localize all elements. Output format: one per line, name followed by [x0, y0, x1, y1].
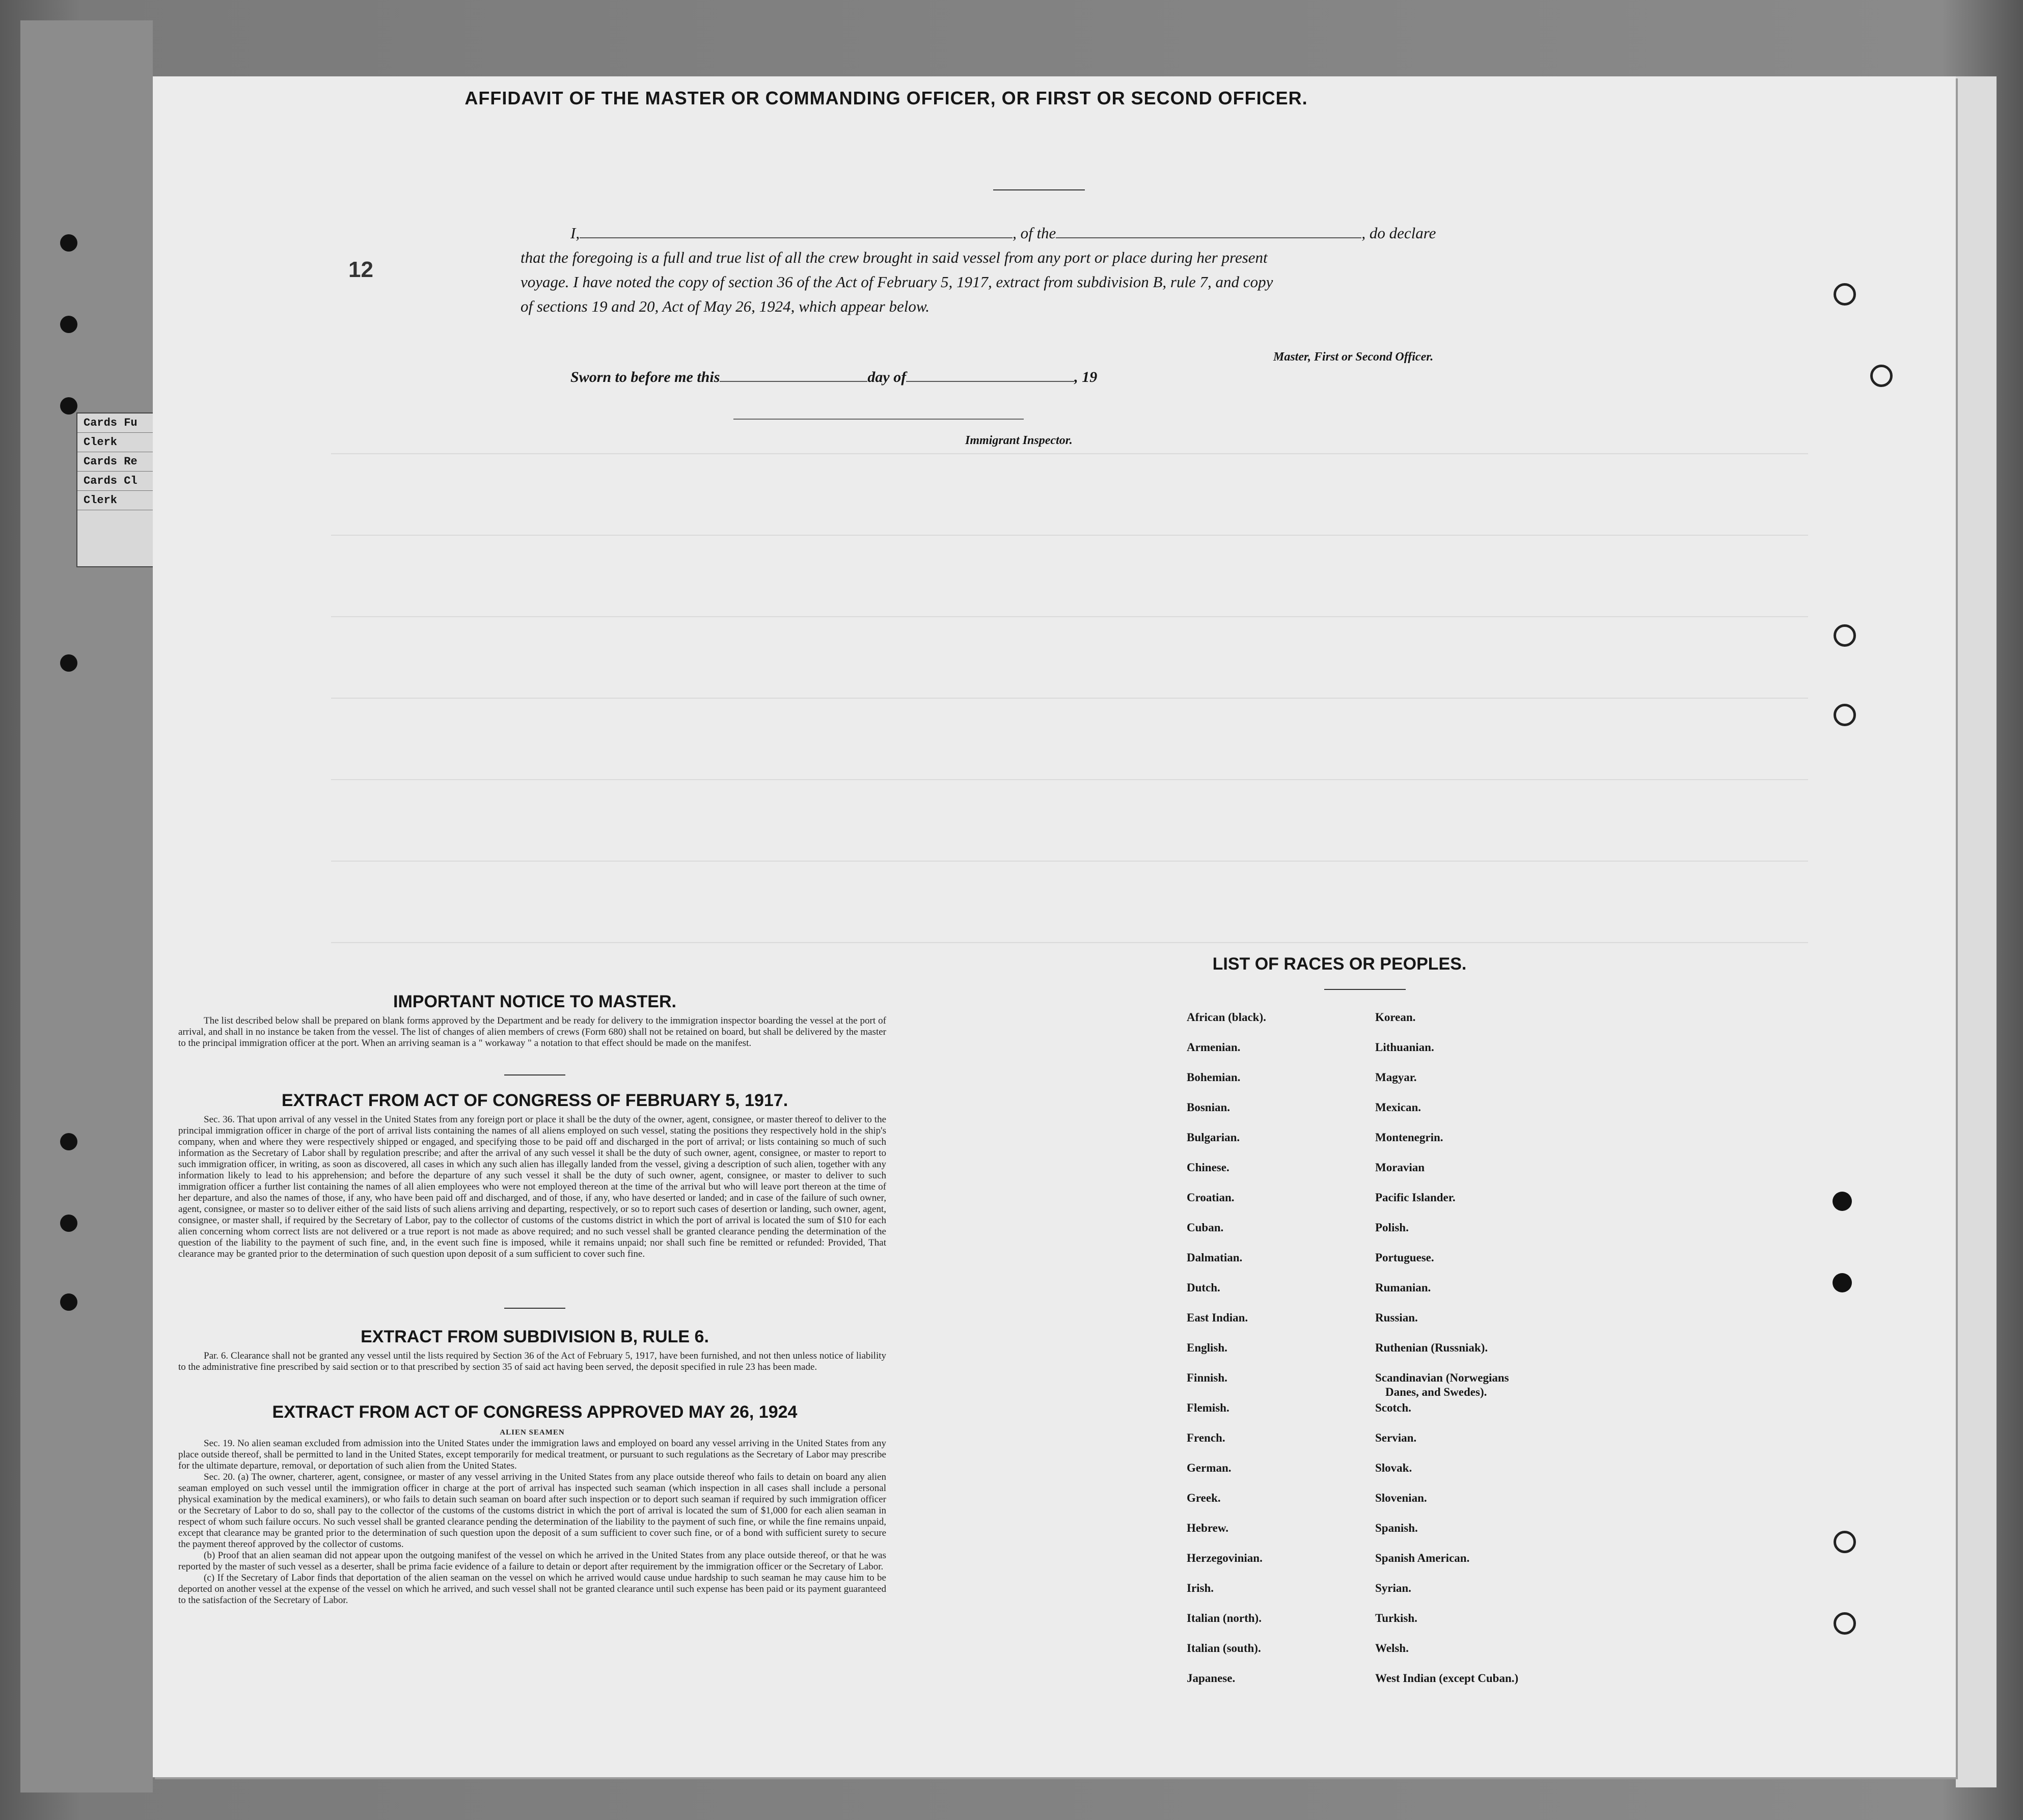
binder-hole [60, 397, 77, 415]
stamp-line: Cards Cl [77, 472, 164, 491]
stamp-line: Cards Fu [77, 413, 164, 433]
binder-ring [1834, 704, 1856, 726]
race-item: Armenian. [1187, 1041, 1241, 1054]
race-item: Slovenian. [1375, 1492, 1427, 1504]
month-blank [906, 381, 1074, 382]
divider [1324, 989, 1406, 990]
race-item: Italian (south). [1187, 1642, 1261, 1654]
race-item: West Indian (except Cuban.) [1375, 1672, 1519, 1685]
binder-hole [60, 1293, 77, 1311]
affidavit-i: I, [570, 224, 580, 242]
race-item: Italian (north). [1187, 1612, 1262, 1624]
race-item: Bohemian. [1187, 1071, 1241, 1084]
paragraph-6: Par. 6. Clearance shall not be granted any vessel until the lists required by Section 36 of the Act of February 5, 1917, have been furnished, and not then unless notice of liability to the administrative fine prescribed by said section or to that prescribed by section 35 of said act having been served, the deposit specified in rule 23 has been made. [178, 1350, 886, 1372]
race-item: Finnish. [1187, 1371, 1227, 1384]
race-item: Turkish. [1375, 1612, 1417, 1624]
day-blank [720, 381, 867, 382]
bleed-through-row [331, 698, 1808, 699]
race-item: Korean. [1375, 1011, 1416, 1024]
race-item: Lithuanian. [1375, 1041, 1434, 1054]
race-item: Moravian [1375, 1161, 1425, 1174]
subdivision-text [178, 1350, 886, 1373]
bleed-through-row [331, 779, 1808, 780]
race-item: German. [1187, 1461, 1232, 1474]
race-item: Dalmatian. [1187, 1251, 1243, 1264]
race-item: Rumanian. [1375, 1281, 1431, 1294]
section-19-paragraph: Sec. 19. No alien seaman excluded from admission into the United States under the immigration laws and employed on board any vessel arriving in the United States from any place outside thereof, shall be permitted to land in the United States, except temporarily for medical treatment, or pursuant to such regulations as the Secretary of Labor may prescribe for the ultimate departure, removal, or deportation of such alien from the United States. [178, 1438, 886, 1471]
notice-paragraph: The list described below shall be prepared on blank forms approved by the Department and be ready for delivery to the immigration inspector boarding the vessel at the port of arrival, and shall in no instance be taken from the vessel. The list of changes of alien members of crews (Form 680) shall not be retained on board, but shall be delivered by the master to the principal immigration officer at the port. When an arriving seaman is a " workaway " a notation to that effect should be made on the manifest. [178, 1015, 886, 1049]
race-item: Russian. [1375, 1311, 1418, 1324]
race-item: English. [1187, 1341, 1227, 1354]
race-item: Bulgarian. [1187, 1131, 1240, 1144]
inspector-label: Immigrant Inspector. [965, 434, 1073, 447]
race-item: Bosnian. [1187, 1101, 1231, 1114]
extract-1917-title: EXTRACT FROM ACT OF CONGRESS OF FEBRUARY 5, 1917. [281, 1091, 788, 1110]
bleed-through-row [331, 616, 1808, 617]
section-20c-paragraph: (c) If the Secretary of Labor finds that deportation of the alien seaman on the vessel on which he arrived would cause undue hardship to such seaman he may cause him to be deported on another vessel at the expense of the vessel on which he arrived, and such vessel shall not be granted clearance until such expense has been paid or its payment guaranteed to the satisfaction of the Secretary of Labor. [178, 1573, 886, 1606]
stamp-line: Clerk [77, 491, 164, 510]
binder-hole [60, 234, 77, 252]
extract-1924-title: EXTRACT FROM ACT OF CONGRESS APPROVED MAY 26, 1924 [272, 1402, 798, 1422]
races-title: LIST OF RACES OR PEOPLES. [1212, 954, 1467, 974]
name-blank [580, 237, 1013, 238]
race-item: Dutch. [1187, 1281, 1220, 1294]
affidavit-line-1 [570, 224, 1436, 242]
stamp-line: Cards Re [77, 452, 164, 472]
race-item: Irish. [1187, 1582, 1214, 1594]
binder-strip [20, 20, 153, 1793]
race-item: African (black). [1187, 1011, 1266, 1024]
race-item: Flemish. [1187, 1401, 1229, 1414]
binder-hole [60, 654, 77, 672]
binder-hole [60, 316, 77, 333]
binder-ring [1870, 365, 1893, 387]
race-item: Portuguese. [1375, 1251, 1434, 1264]
race-item: Mexican. [1375, 1101, 1421, 1114]
race-item: Spanish. [1375, 1522, 1418, 1534]
affidavit-line-4: of sections 19 and 20, Act of May 26, 1924, which appear below. [521, 297, 930, 315]
binder-ring [1834, 283, 1856, 306]
vessel-blank [1056, 237, 1361, 238]
race-item: Hebrew. [1187, 1522, 1228, 1534]
binder-hole [60, 1133, 77, 1150]
sworn-line [570, 369, 1097, 386]
binder-hole [60, 1215, 77, 1232]
binder-ring [1834, 1531, 1856, 1553]
notice-text [178, 1015, 886, 1049]
race-item: Montenegrin. [1375, 1131, 1443, 1144]
race-item: Chinese. [1187, 1161, 1229, 1174]
race-item: Japanese. [1187, 1672, 1236, 1685]
race-item: Welsh. [1375, 1642, 1409, 1654]
race-item: Spanish American. [1375, 1552, 1470, 1564]
bleed-through-row [331, 861, 1808, 862]
inspector-signature-line [733, 419, 1024, 420]
section-20a-paragraph: Sec. 20. (a) The owner, charterer, agent, consignee, or master of any vessel arriving in the United States from any place outside thereof who fails to detain on board any alien seaman employed on such vessel until the immigration officer in charge at the port of arrival has inspected such seaman (which inspection in all cases shall include a personal physical examination by the medical examiners), or who fails to detain such seaman on board after such inspection or to deport such seaman if required by such immigration officer or the Secretary of Labor to do so, shall pay to the collector of the customs of the customs district in which the port of arrival is located the sum of $1,000 for each alien seaman in respect of whom such failure occurs. No such vessel shall be granted clearance pending the determination of the liability to the payment of such fine, or while the fine remains unpaid, except that clearance may be granted prior to the determination of such question upon the deposit of a sum sufficient to cover such fine, or of a bond with sufficient surety to secure the payment thereof approved by the collector of customs. [178, 1472, 886, 1550]
race-item: Syrian. [1375, 1582, 1411, 1594]
race-item: Scandinavian (Norwegians [1375, 1371, 1509, 1384]
archive-stamp [76, 412, 165, 567]
race-item: Greek. [1187, 1492, 1221, 1504]
race-item: Danes, and Swedes). [1385, 1386, 1487, 1398]
extract-1924-text [178, 1427, 886, 1606]
stamp-line: Clerk [77, 433, 164, 452]
affidavit-line-2: that the foregoing is a full and true list of all the crew brought in said vessel from any port or place during her present [521, 249, 1268, 266]
affidavit-line-3: voyage. I have noted the copy of section 36 of the Act of February 5, 1917, extract from subdivision B, rule 7, and copy [521, 273, 1273, 291]
binder-ring [1834, 624, 1856, 647]
race-item: Herzegovinian. [1187, 1552, 1263, 1564]
race-item: Croatian. [1187, 1191, 1235, 1204]
year-label: , 19 [1074, 369, 1098, 385]
section-36-paragraph: Sec. 36. That upon arrival of any vessel in the United States from any foreign port or place it shall be the duty of the owner, agent, consignee, or master thereof to deliver to the principal immigration officer in charge of the port of arrival lists containing the names of all aliens employed on such vessel, stating the positions they respectively hold in the ship's company, when and where they were respectively shipped or engaged, and specifying those to be paid off and discharged in the port of arrival; or lists containing so much of such information as the Secretary of Labor shall by regulation prescribe; and after the arrival of any such vessel it shall be the duty of such owner, agent, consignee, or master to report to such immigration officer, in writing, as soon as discovered, all cases in which any such alien has illegally landed from the vessel, giving a description of such alien, together with any information likely to lead to his apprehension; and before the departure of any such vessel it shall be the duty of such owner, agent, consignee, or master to deliver to such immigration officer a further list containing the names of all alien employees who were not employed thereon at the time of the arrival but who will leave port thereon at the time of her departure, and also the names of those, if any, who have been paid off and discharged, and of those, if any, who have deserted or landed; and in case of the failure of such owner, agent, consignee, or master so to deliver either of the said lists of such aliens arriving and departing, respectively, or so to report such cases of desertion or landing, such owner, agent, consignee, or master shall, if required by the Secretary of Labor, pay to the collector of customs of the customs district in which the port of arrival is located the sum of $10 for each alien concerning whom correct lists are not delivered or a true report is not made as above required; and no such vessel shall be granted clearance pending the determination of the question of the liability to the payment of such fine, and, in the event such fine is imposed, while it remains unpaid; nor shall such fine be remitted or refunded: Provided, That clearance may be granted prior to the determination of such question upon deposit of a sum sufficient to cover such fine. [178, 1114, 886, 1259]
race-item: French. [1187, 1431, 1225, 1444]
race-item: Polish. [1375, 1221, 1409, 1234]
race-item: Scotch. [1375, 1401, 1411, 1414]
race-item: East Indian. [1187, 1311, 1248, 1324]
master-signature-label: Master, First or Second Officer. [1273, 350, 1434, 364]
race-item: Cuban. [1187, 1221, 1224, 1234]
affidavit-of-the: , of the [1013, 224, 1056, 242]
extract-1917-text [178, 1114, 886, 1260]
binder-hole [1833, 1192, 1852, 1211]
margin-number: 12 [348, 257, 373, 282]
affidavit-title: AFFIDAVIT OF THE MASTER OR COMMANDING OFFICER, OR FIRST OR SECOND OFFICER. [464, 88, 1308, 108]
bleed-through-row [331, 942, 1808, 943]
sworn-label: Sworn to before me this [570, 369, 720, 385]
divider [504, 1308, 565, 1309]
day-of-label: day of [867, 369, 907, 385]
alien-seamen-subtitle: ALIEN SEAMEN [500, 1428, 565, 1437]
race-item: Pacific Islander. [1375, 1191, 1456, 1204]
back-page-edge [1956, 76, 1997, 1787]
race-item: Ruthenian (Russniak). [1375, 1341, 1488, 1354]
race-item: Slovak. [1375, 1461, 1412, 1474]
bleed-through-row [331, 453, 1808, 454]
divider [504, 1074, 565, 1076]
notice-title: IMPORTANT NOTICE TO MASTER. [393, 992, 676, 1011]
bleed-through-row [331, 535, 1808, 536]
binder-ring [1834, 1612, 1856, 1635]
section-20b-paragraph: (b) Proof that an alien seaman did not appear upon the outgoing manifest of the vessel on which he arrived in the United States from any place outside thereof, or that he was reported by the master of such vessel as a deserter, shall be prima facie evidence of a failure to detain or deport after requirement by the immigration officer or the Secretary of Labor. [178, 1550, 886, 1572]
affidavit-declare: , do declare [1361, 224, 1436, 242]
subdivision-title: EXTRACT FROM SUBDIVISION B, RULE 6. [361, 1327, 709, 1346]
race-item: Magyar. [1375, 1071, 1417, 1084]
race-item: Servian. [1375, 1431, 1417, 1444]
divider [993, 189, 1085, 190]
binder-hole [1833, 1273, 1852, 1292]
